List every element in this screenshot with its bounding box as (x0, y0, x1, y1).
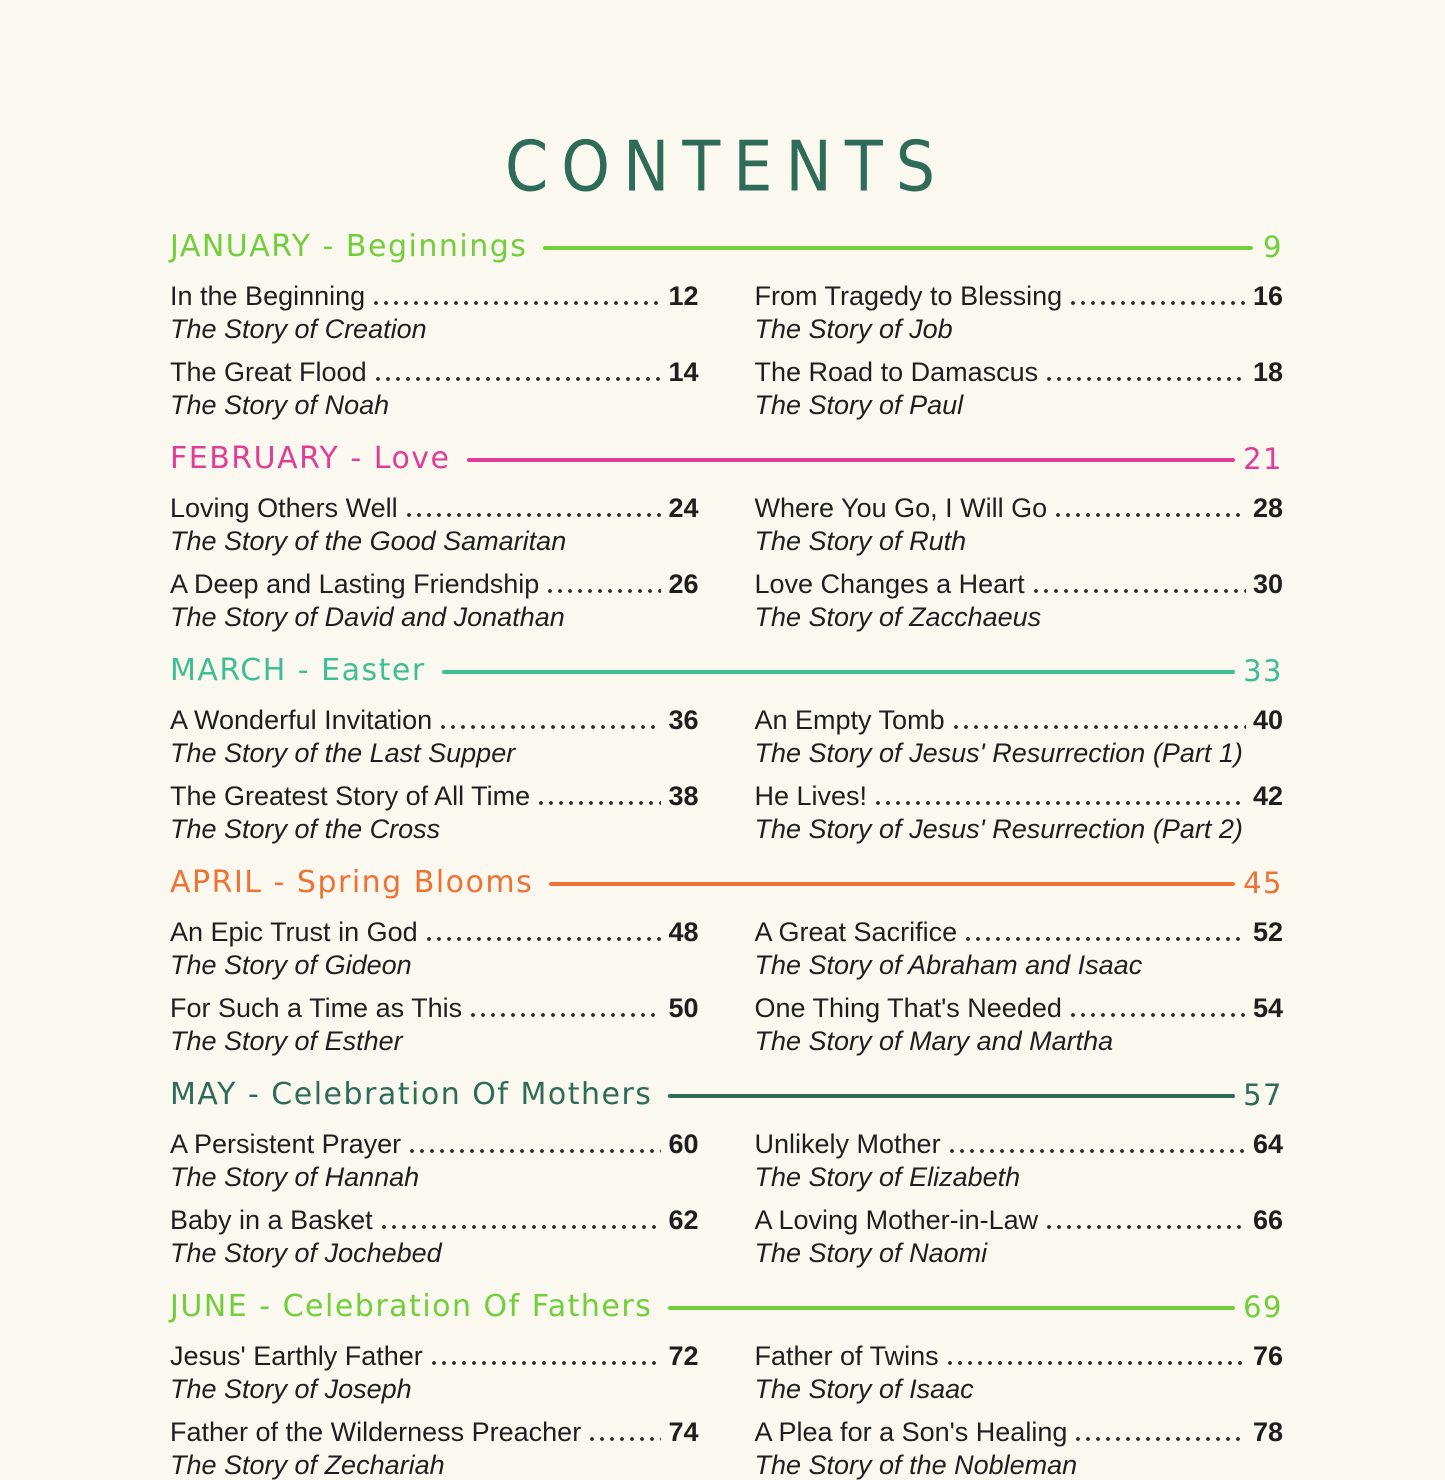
entry-title: Father of the Wilderness Preacher (170, 1417, 582, 1447)
entry-title-row (170, 281, 699, 312)
entry-page-number: 40 (1252, 705, 1283, 735)
entry-page-number: 28 (1252, 493, 1283, 523)
entry-subtitle: The Story of Esther (170, 1026, 403, 1056)
entry-subtitle: The Story of Mary and Martha (754, 1026, 1114, 1056)
entry-title-row (755, 1129, 1284, 1160)
entry-subtitle: The Story of Elizabeth (754, 1162, 1021, 1192)
toc-entry (755, 281, 1284, 344)
toc-entry (755, 781, 1284, 844)
dotted-leader (876, 800, 1246, 805)
toc-entry (755, 705, 1284, 768)
dotted-leader (410, 1148, 661, 1153)
dotted-leader (966, 936, 1246, 941)
dotted-leader (471, 1012, 661, 1017)
dotted-leader (1071, 1012, 1246, 1017)
dotted-leader (1076, 1436, 1246, 1441)
section-header (170, 653, 1283, 688)
entry-title: A Loving Mother-in-Law (754, 1205, 1039, 1235)
entry-title-row (755, 1205, 1284, 1236)
dotted-leader (1071, 300, 1246, 305)
entry-title-row (755, 993, 1284, 1024)
entry-subtitle: The Story of Jesus' Resurrection (Part 2) (754, 814, 1243, 844)
entry-title: Where You Go, I Will Go (754, 493, 1048, 523)
section-rule (668, 1094, 1235, 1098)
entry-subtitle: The Story of Joseph (170, 1374, 412, 1404)
dotted-leader (954, 724, 1246, 729)
dotted-leader (376, 376, 662, 381)
toc-section (170, 229, 1283, 420)
dotted-leader (950, 1148, 1246, 1153)
section-page-number: 33 (1243, 653, 1283, 688)
section-label: APRIL - Spring Blooms (170, 865, 534, 900)
entry-title-row (755, 357, 1284, 388)
toc-entry (170, 1205, 699, 1268)
toc-entry (170, 705, 699, 768)
entry-title-row (170, 1205, 699, 1236)
dotted-leader (427, 936, 662, 941)
entry-title-row (755, 781, 1284, 812)
toc-section (170, 865, 1283, 1056)
toc-sections (170, 229, 1283, 1480)
entry-title: Love Changes a Heart (754, 569, 1025, 599)
entry-page-number: 48 (668, 917, 699, 947)
entry-title: In the Beginning (170, 281, 366, 311)
entry-page-number: 24 (668, 493, 699, 523)
entry-title-row (755, 917, 1284, 948)
entry-title: An Empty Tomb (754, 705, 945, 735)
entry-title: A Plea for a Son's Healing (754, 1417, 1068, 1447)
toc-entry (755, 993, 1284, 1056)
entry-title-row (170, 1341, 699, 1372)
section-header (170, 1077, 1283, 1112)
entry-subtitle: The Story of Creation (170, 314, 427, 344)
toc-entry (170, 917, 699, 980)
entry-title-row (170, 917, 699, 948)
entry-title: A Wonderful Invitation (170, 705, 433, 735)
entry-subtitle: The Story of Abraham and Isaac (754, 950, 1143, 980)
section-entries (170, 493, 1283, 632)
entry-page-number: 16 (1252, 281, 1283, 311)
entry-subtitle: The Story of Gideon (170, 950, 412, 980)
toc-entry (755, 1417, 1284, 1480)
entry-subtitle: The Story of Isaac (754, 1374, 974, 1404)
entry-page-number: 78 (1252, 1417, 1283, 1447)
entry-title: The Road to Damascus (754, 357, 1039, 387)
entry-title-row (170, 493, 699, 524)
toc-section (170, 441, 1283, 632)
entry-page-number: 42 (1252, 781, 1283, 811)
entry-page-number: 60 (668, 1129, 699, 1159)
toc-entry (755, 357, 1284, 420)
section-header (170, 865, 1283, 900)
dotted-leader (374, 300, 661, 305)
entry-title: Jesus' Earthly Father (170, 1341, 423, 1371)
dotted-leader (548, 588, 661, 593)
toc-entry (170, 493, 699, 556)
dotted-leader (948, 1360, 1246, 1365)
section-rule (668, 1306, 1235, 1310)
dotted-leader (539, 800, 661, 805)
entry-title-row (170, 705, 699, 736)
entry-subtitle: The Story of the Last Supper (170, 738, 516, 768)
section-label: MARCH - Easter (170, 653, 426, 688)
dotted-leader (590, 1436, 661, 1441)
entry-page-number: 14 (668, 357, 699, 387)
dotted-leader (407, 512, 662, 517)
entry-page-number: 74 (668, 1417, 699, 1447)
entry-title-row (170, 993, 699, 1024)
entry-title-row (170, 1417, 699, 1448)
entry-page-number: 26 (668, 569, 699, 599)
section-entries (170, 1129, 1283, 1268)
entry-subtitle: The Story of Noah (170, 390, 390, 420)
dotted-leader (1047, 1224, 1246, 1229)
entry-subtitle: The Story of David and Jonathan (170, 602, 565, 632)
entry-title-row (170, 1129, 699, 1160)
entry-title: A Deep and Lasting Friendship (170, 569, 540, 599)
entry-subtitle: The Story of Jochebed (170, 1238, 442, 1268)
entry-page-number: 52 (1252, 917, 1283, 947)
section-page-number: 45 (1243, 865, 1283, 900)
entry-title-row (170, 357, 699, 388)
entry-title: From Tragedy to Blessing (754, 281, 1063, 311)
page-title: CONTENTS (504, 125, 949, 208)
entry-page-number: 30 (1252, 569, 1283, 599)
section-label: JUNE - Celebration Of Fathers (170, 1289, 653, 1324)
entry-page-number: 18 (1252, 357, 1283, 387)
dotted-leader (1047, 376, 1246, 381)
entry-page-number: 50 (668, 993, 699, 1023)
entry-subtitle: The Story of Jesus' Resurrection (Part 1) (754, 738, 1243, 768)
toc-entry (170, 1417, 699, 1480)
entry-title: A Great Sacrifice (754, 917, 958, 947)
entry-title: The Great Flood (170, 357, 367, 387)
entry-title: Loving Others Well (170, 493, 398, 523)
section-rule (467, 458, 1236, 462)
entry-title: He Lives! (754, 781, 868, 811)
entry-title: Father of Twins (754, 1341, 939, 1371)
section-header (170, 1289, 1283, 1324)
section-label: FEBRUARY - Love (170, 441, 451, 476)
entry-subtitle: The Story of Naomi (754, 1238, 988, 1268)
section-label: JANUARY - Beginnings (170, 229, 528, 264)
entry-title: A Persistent Prayer (170, 1129, 402, 1159)
toc-entry (170, 569, 699, 632)
toc-entry (170, 357, 699, 420)
entry-subtitle: The Story of the Good Samaritan (170, 526, 567, 556)
dotted-leader (382, 1224, 662, 1229)
entry-page-number: 72 (668, 1341, 699, 1371)
toc-entry (170, 993, 699, 1056)
entry-title: One Thing That's Needed (754, 993, 1062, 1023)
section-label: MAY - Celebration Of Mothers (170, 1077, 653, 1112)
entry-page-number: 76 (1252, 1341, 1283, 1371)
entry-title-row (755, 1341, 1284, 1372)
section-entries (170, 917, 1283, 1056)
toc-section (170, 1289, 1283, 1480)
entry-page-number: 66 (1252, 1205, 1283, 1235)
section-page-number: 57 (1243, 1077, 1283, 1112)
entry-page-number: 64 (1252, 1129, 1283, 1159)
section-page-number: 21 (1243, 441, 1283, 476)
toc-section (170, 653, 1283, 844)
dotted-leader (1056, 512, 1246, 517)
entry-title: The Greatest Story of All Time (170, 781, 531, 811)
section-page-number: 9 (1263, 229, 1283, 264)
toc-entry (170, 1129, 699, 1192)
entry-title: An Epic Trust in God (170, 917, 418, 947)
toc-entry (755, 569, 1284, 632)
section-header (170, 441, 1283, 476)
entry-title-row (755, 493, 1284, 524)
toc-entry (755, 1129, 1284, 1192)
dotted-leader (1034, 588, 1246, 593)
entry-title-row (170, 781, 699, 812)
entry-subtitle: The Story of Zacchaeus (754, 602, 1042, 632)
entry-title-row (170, 569, 699, 600)
entry-subtitle: The Story of the Nobleman (754, 1450, 1078, 1480)
entry-title: For Such a Time as This (170, 993, 463, 1023)
section-entries (170, 281, 1283, 420)
toc-entry (755, 917, 1284, 980)
section-rule (549, 882, 1235, 886)
entry-page-number: 54 (1252, 993, 1283, 1023)
entry-title-row (755, 569, 1284, 600)
toc-entry (170, 281, 699, 344)
dotted-leader (432, 1360, 662, 1365)
toc-entry (170, 1341, 699, 1404)
dotted-leader (441, 724, 661, 729)
toc-entry (170, 781, 699, 844)
section-page-number: 69 (1243, 1289, 1283, 1324)
entry-page-number: 38 (668, 781, 699, 811)
entry-page-number: 62 (668, 1205, 699, 1235)
entry-page-number: 12 (668, 281, 699, 311)
entry-subtitle: The Story of Hannah (170, 1162, 420, 1192)
entry-subtitle: The Story of Paul (754, 390, 964, 420)
entry-title: Unlikely Mother (754, 1129, 941, 1159)
entry-page-number: 36 (668, 705, 699, 735)
toc-entry (755, 1341, 1284, 1404)
section-entries (170, 1341, 1283, 1480)
toc-section (170, 1077, 1283, 1268)
toc-entry (755, 493, 1284, 556)
entry-title: Baby in a Basket (170, 1205, 373, 1235)
section-rule (442, 670, 1235, 674)
entry-subtitle: The Story of the Cross (170, 814, 441, 844)
entry-subtitle: The Story of Job (754, 314, 953, 344)
entry-subtitle: The Story of Zechariah (170, 1450, 445, 1480)
entry-title-row (755, 705, 1284, 736)
entry-title-row (755, 281, 1284, 312)
entry-subtitle: The Story of Ruth (754, 526, 967, 556)
toc-entry (755, 1205, 1284, 1268)
section-entries (170, 705, 1283, 844)
entry-title-row (755, 1417, 1284, 1448)
